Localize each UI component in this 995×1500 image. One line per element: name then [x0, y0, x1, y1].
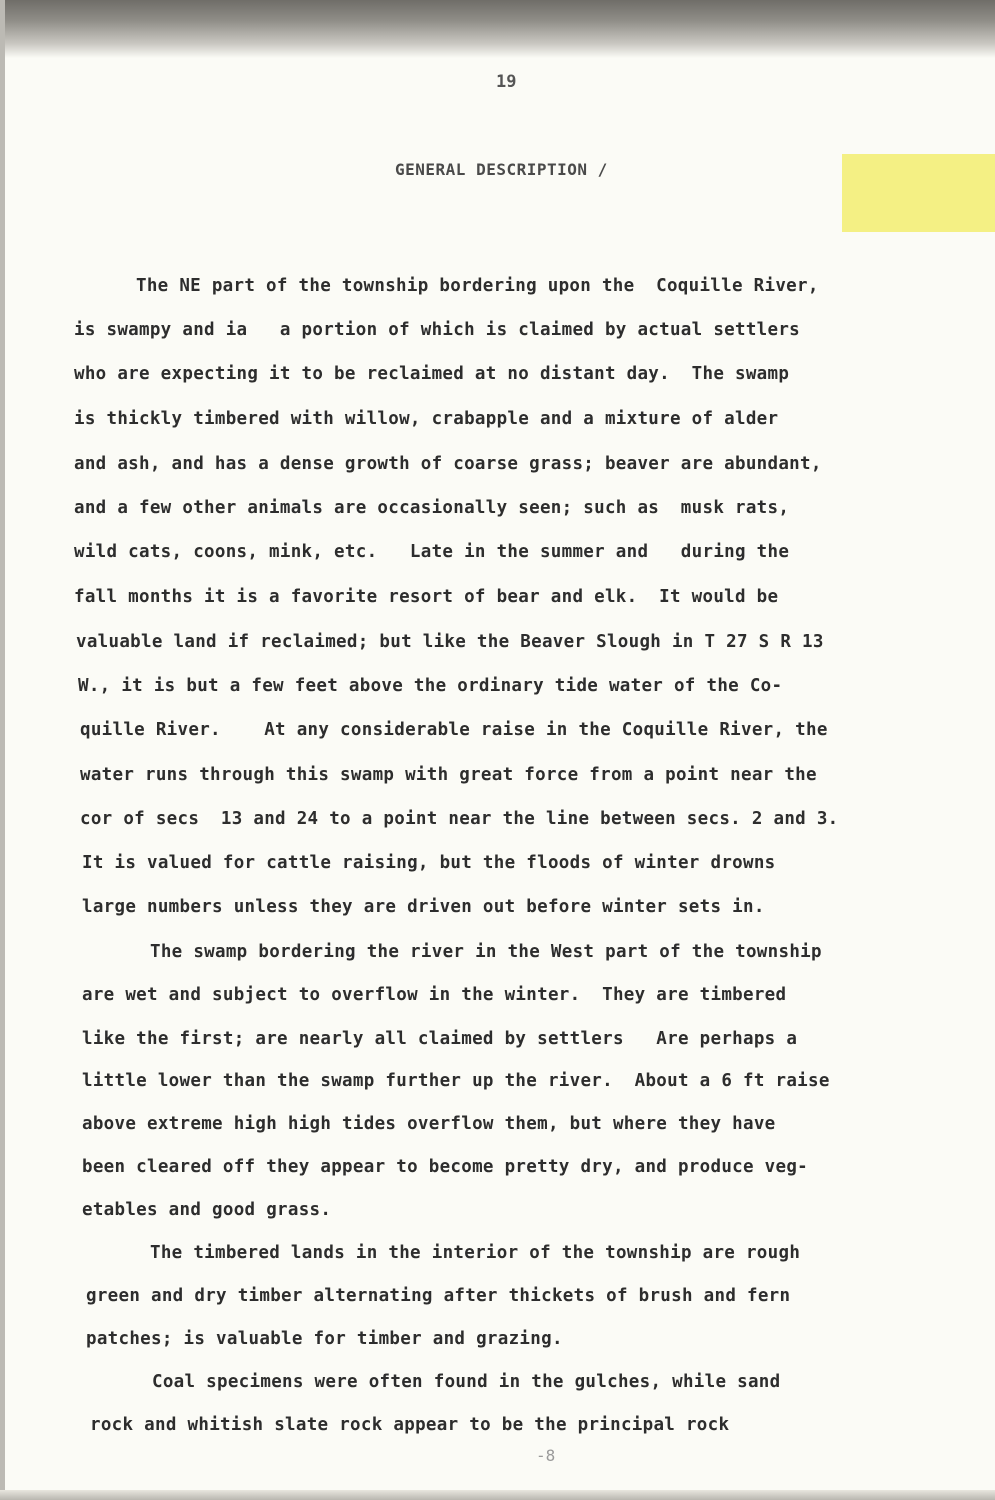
text-line: are wet and subject to overflow in the winter. They are timbered — [82, 985, 787, 1005]
text-line: It is valued for cattle raising, but the floods of winter drowns — [82, 853, 776, 873]
text-line: is thickly timbered with willow, crabapple and a mixture of alder — [74, 409, 779, 429]
text-line: etables and good grass. — [82, 1200, 332, 1220]
text-line: water runs through this swamp with great force from a point near the — [80, 765, 817, 785]
text-line: patches; is valuable for timber and grazing. — [86, 1329, 563, 1349]
text-line: green and dry timber alternating after thickets of brush and fern — [86, 1286, 791, 1306]
text-line: who are expecting it to be reclaimed at no distant day. The swamp — [74, 364, 790, 384]
text-line: The swamp bordering the river in the West part of the township — [150, 942, 822, 962]
scan-top-shadow — [0, 0, 995, 58]
text-line: above extreme high high tides overflow them, but where they have — [82, 1114, 776, 1134]
text-line: been cleared off they appear to become pretty dry, and produce veg- — [82, 1157, 809, 1177]
text-line: The NE part of the township bordering upon the Coquille River, — [136, 276, 819, 296]
scan-left-edge — [0, 0, 5, 1500]
text-line: cor of secs 13 and 24 to a point near the line between secs. 2 and 3. — [80, 809, 839, 829]
page-number: 19 — [496, 72, 517, 92]
scan-bottom-edge — [0, 1490, 995, 1500]
text-line: wild cats, coons, mink, etc. Late in the summer and during the — [74, 542, 790, 562]
sticky-note — [842, 154, 995, 232]
text-line: Coal specimens were often found in the gulches, while sand — [152, 1372, 781, 1392]
text-line: and ash, and has a dense growth of coarse grass; beaver are abundant, — [74, 454, 822, 474]
text-line: large numbers unless they are driven out before winter sets in. — [82, 897, 765, 917]
bottom-margin-mark: -8 — [536, 1446, 556, 1465]
text-line: quille River. At any considerable raise in the Coquille River, the — [80, 720, 828, 740]
text-line: little lower than the swamp further up the river. About a 6 ft raise — [82, 1071, 830, 1091]
text-line: is swampy and ia a portion of which is claimed by actual settlers — [74, 320, 801, 340]
text-line: rock and whitish slate rock appear to be the principal rock — [90, 1415, 730, 1435]
section-heading: GENERAL DESCRIPTION / — [395, 160, 608, 179]
text-line: W., it is but a few feet above the ordinary tide water of the Co- — [78, 676, 783, 696]
text-line: and a few other animals are occasionally seen; such as musk rats, — [74, 498, 790, 518]
text-line: The timbered lands in the interior of the township are rough — [150, 1243, 801, 1263]
text-line: like the first; are nearly all claimed by settlers Are perhaps a — [82, 1029, 798, 1049]
text-line: valuable land if reclaimed; but like the Beaver Slough in T 27 S R 13 — [76, 632, 824, 652]
text-line: fall months it is a favorite resort of bear and elk. It would be — [74, 587, 779, 607]
